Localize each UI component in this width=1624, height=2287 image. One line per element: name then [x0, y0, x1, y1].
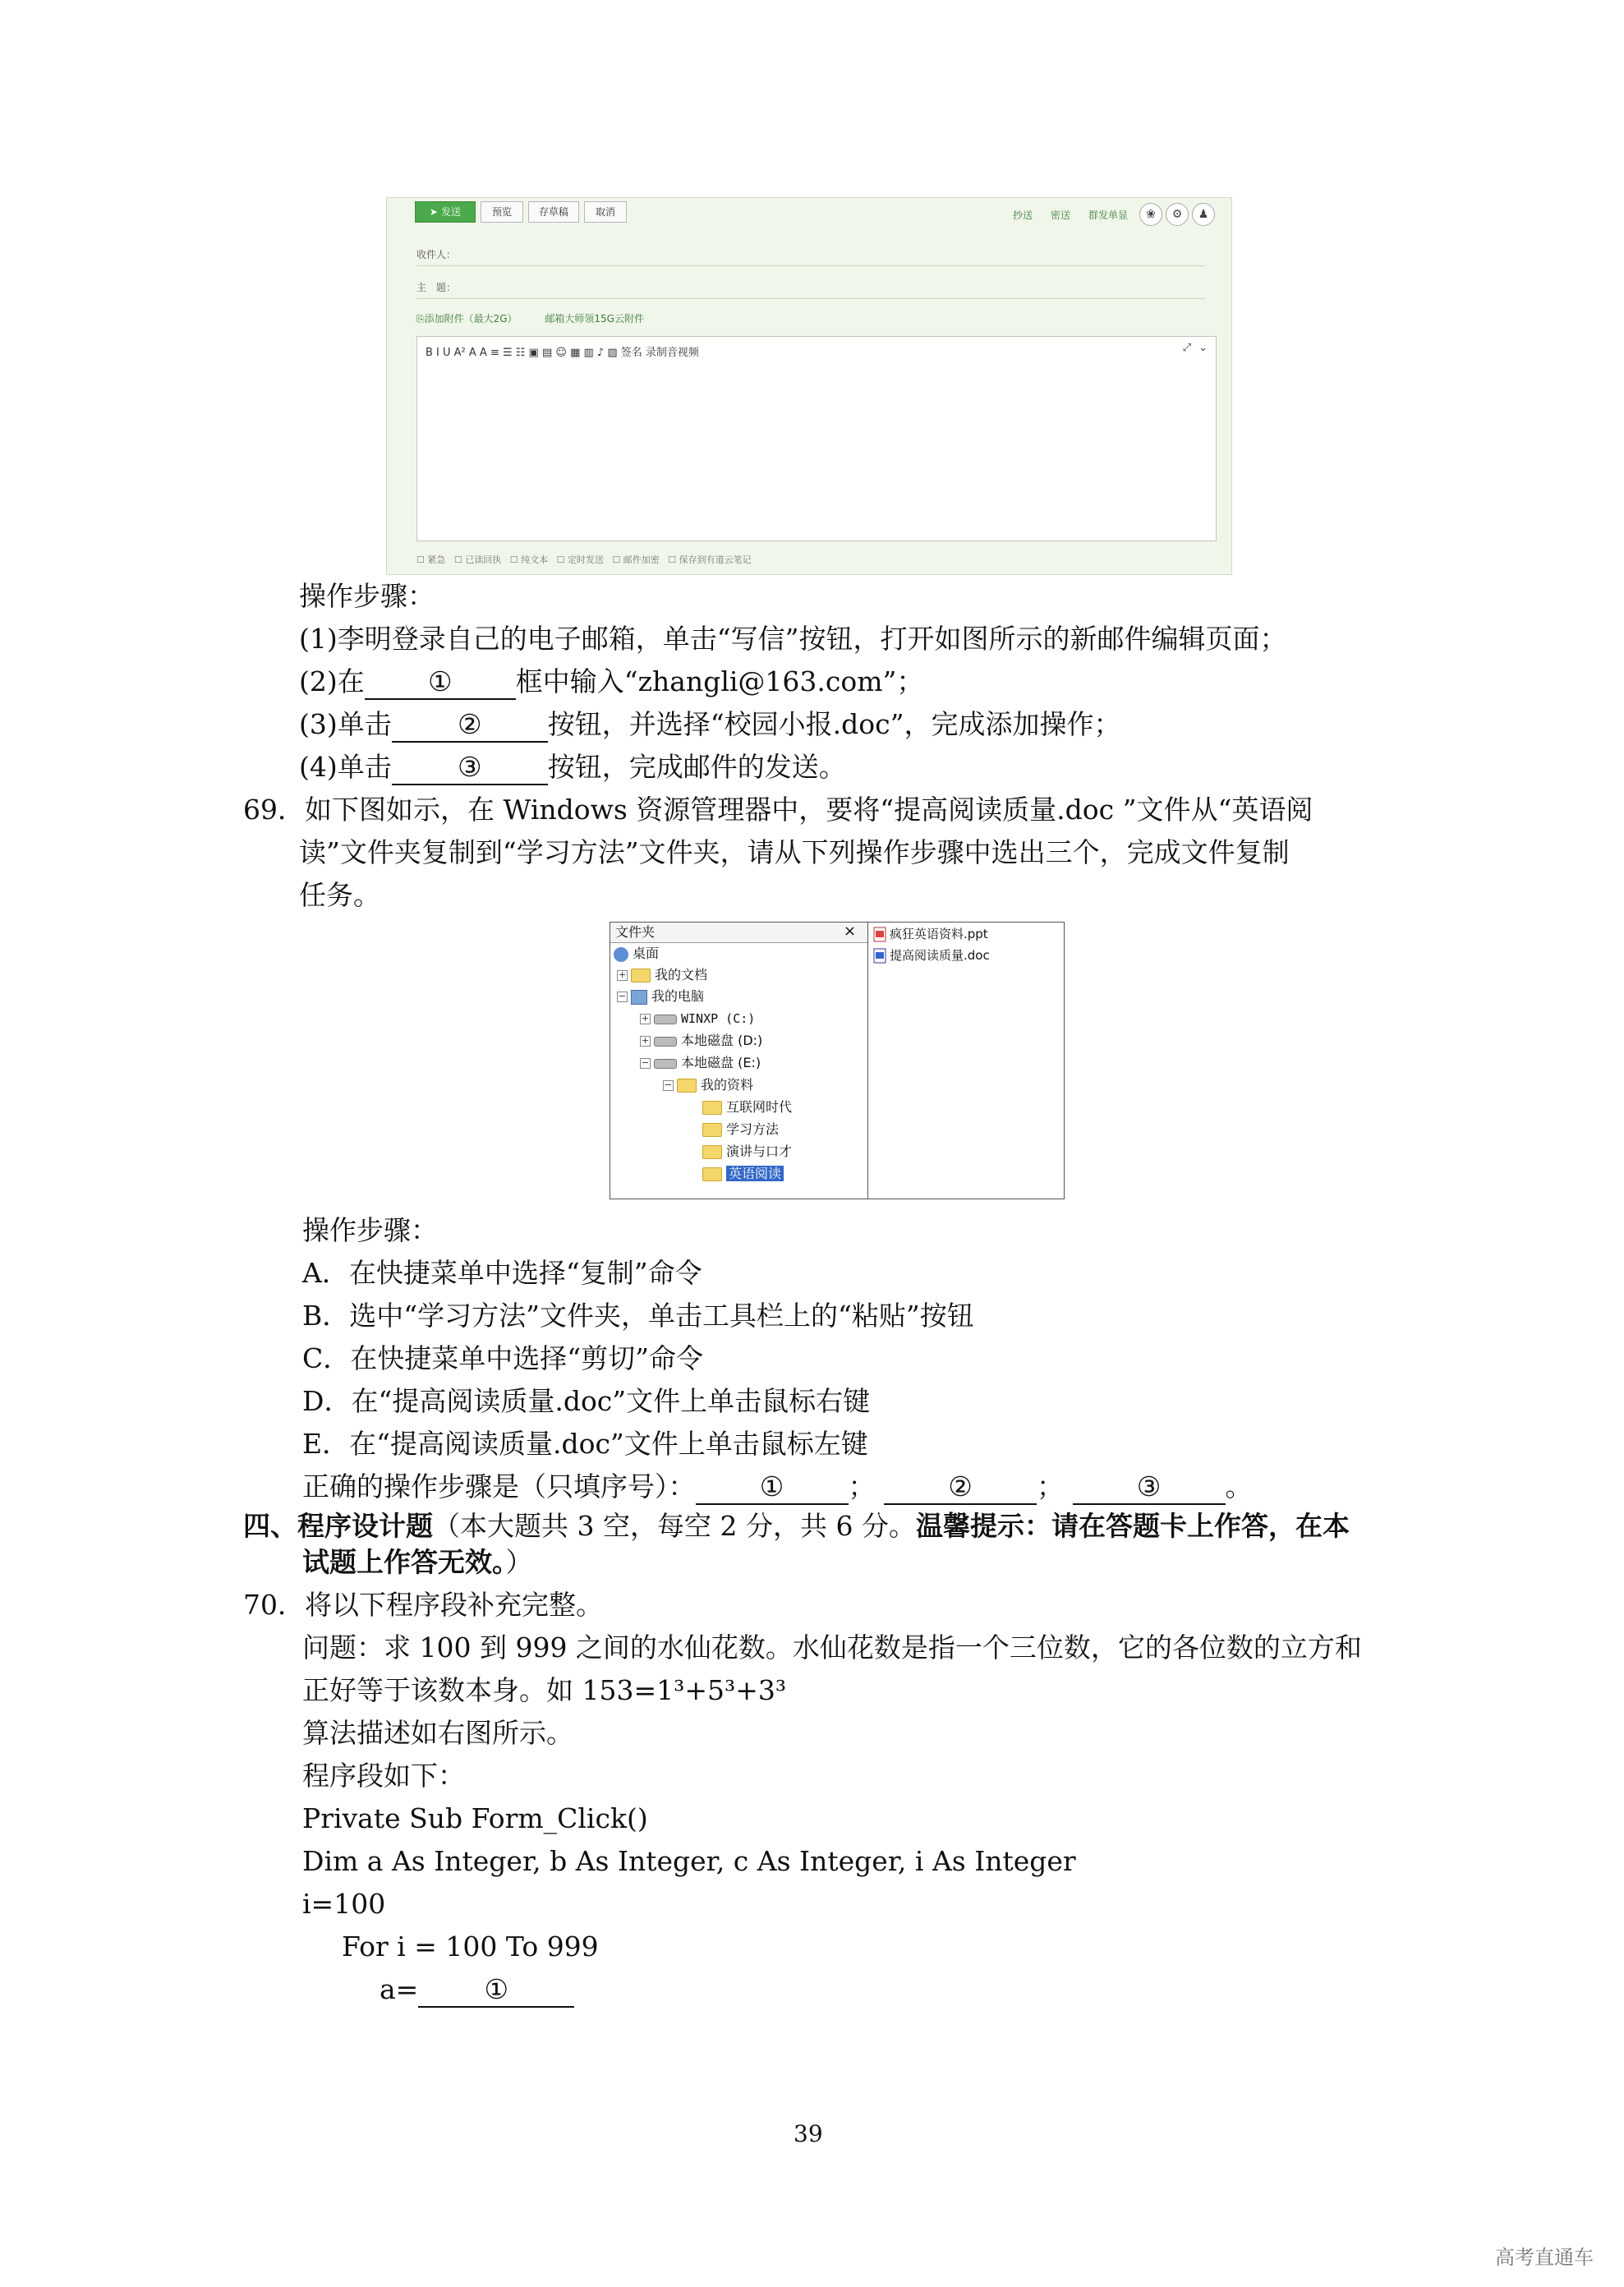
- q69-steps-heading: 操作步骤：: [302, 1214, 438, 1246]
- section4-title: 四、程序设计题（本大题共 3 空，每空 2 分，共 6 分。温馨提示：请在答题卡上作答，在本: [243, 1510, 1350, 1542]
- drive-icon: [654, 1037, 677, 1047]
- gear-icon[interactable]: ⚙: [1166, 203, 1189, 226]
- send-button[interactable]: ➤ 发送: [415, 201, 476, 223]
- subject-field[interactable]: [416, 298, 1205, 299]
- option-scheduled[interactable]: ☐ 定时发送: [556, 554, 604, 565]
- code-line-2: Dim a As Integer, b As Integer, c As Integer, i As Integer: [302, 1845, 1076, 1877]
- add-attachment-link[interactable]: ⎘添加附件（最大2G） 邮箱大师领15G云附件: [416, 313, 644, 324]
- file-doc[interactable]: 提高阅读质量.doc: [873, 947, 990, 964]
- option-encrypt[interactable]: ☐ 邮件加密: [612, 554, 660, 565]
- folder-icon: [702, 1145, 722, 1159]
- code-line-3: i=100: [302, 1888, 386, 1920]
- drive-icon: [654, 1059, 677, 1069]
- expand-icon[interactable]: +: [618, 969, 627, 980]
- q69-blank-2: ②: [884, 1470, 1037, 1505]
- section4-title-line2: 试题上作答无效。）: [302, 1546, 533, 1578]
- q69-option-c: C．在快捷菜单中选择“剪切”命令: [302, 1342, 703, 1374]
- watermark: 高考直通车: [1495, 2246, 1594, 2269]
- cc-link[interactable]: 抄送: [1013, 209, 1033, 221]
- folder-tree-pane: [610, 923, 868, 1199]
- tree-speech[interactable]: 演讲与口才: [702, 1144, 792, 1160]
- q69-blank-3: ③: [1073, 1470, 1226, 1505]
- tree-drive-c[interactable]: + WINXP (C:): [641, 1011, 756, 1026]
- collapse-icon[interactable]: −: [664, 1079, 673, 1090]
- q70-blank-1: ①: [418, 1973, 574, 2008]
- chevron-down-icon[interactable]: ⌄: [1198, 342, 1208, 354]
- paperclip-icon: ⎘: [416, 313, 425, 324]
- tree-my-data[interactable]: − 我的资料: [664, 1077, 754, 1093]
- q70-code-intro: 程序段如下：: [302, 1760, 465, 1792]
- expand-icon[interactable]: +: [641, 1013, 650, 1024]
- option-plain-text[interactable]: ☐ 纯文本: [509, 554, 549, 565]
- drive-icon: [654, 1015, 677, 1024]
- option-read-receipt[interactable]: ☐ 已读回执: [453, 554, 502, 565]
- q69-option-d: D．在“提高阅读质量.doc”文件上单击鼠标右键: [302, 1385, 871, 1417]
- option-save-note[interactable]: ☐ 保存到有道云笔记: [668, 554, 752, 565]
- q69-text-line3: 任务。: [299, 879, 380, 911]
- doc-file-icon: [873, 948, 886, 964]
- send-icon: ➤: [430, 206, 439, 218]
- computer-icon: [631, 990, 647, 1005]
- q70-problem-line2: 正好等于该数本身。如 153=1³+5³+3³: [302, 1674, 787, 1706]
- answer-blank-2: ②: [392, 708, 548, 743]
- q69-answer-line: 正确的操作步骤是（只填序号）： ① ； ② ； ③ 。: [302, 1469, 1253, 1505]
- q69-text-line1: 69．如下图如示，在 Windows 资源管理器中，要将“提高阅读质量.doc ”文件从“英语阅: [243, 794, 1313, 826]
- tree-desktop[interactable]: 桌面: [614, 946, 659, 962]
- save-draft-button[interactable]: 存草稿: [528, 201, 579, 223]
- code-line-4: For i = 100 To 999: [342, 1930, 599, 1963]
- tree-internet-era[interactable]: 互联网时代: [702, 1099, 792, 1116]
- cloud-attachment-link[interactable]: 邮箱大师领15G云附件: [545, 313, 644, 324]
- ppt-file-icon: [873, 927, 886, 942]
- tree-my-computer[interactable]: − 我的电脑: [618, 988, 705, 1004]
- bcc-link[interactable]: 密送: [1051, 209, 1071, 221]
- cancel-button[interactable]: 取消: [584, 201, 627, 223]
- option-urgent[interactable]: ☐ 紧急: [416, 554, 446, 565]
- tree-drive-d[interactable]: + 本地磁盘 (D:): [641, 1033, 763, 1048]
- close-icon[interactable]: ×: [844, 923, 857, 940]
- folder-icon: [702, 1101, 722, 1115]
- email-compose-screenshot: [386, 197, 1232, 575]
- answer-blank-1: ①: [365, 665, 516, 700]
- expand-icon[interactable]: ⤢: [1182, 342, 1191, 354]
- message-editor[interactable]: [416, 336, 1217, 541]
- q68-step1: (1)李明登录自己的电子邮箱，单击“写信”按钮，打开如图所示的新邮件编辑页面；: [299, 623, 1287, 655]
- tree-study-methods[interactable]: 学习方法: [702, 1121, 779, 1138]
- q69-option-e: E．在“提高阅读质量.doc”文件上单击鼠标左键: [302, 1428, 868, 1460]
- preview-button[interactable]: 预览: [481, 201, 523, 223]
- desktop-icon: [614, 947, 628, 962]
- folder-pane-header: [610, 923, 867, 943]
- folder-icon: [702, 1123, 722, 1137]
- expand-icon[interactable]: +: [641, 1035, 650, 1046]
- tree-english-reading[interactable]: 英语阅读: [702, 1166, 784, 1182]
- q69-text-line2: 读”文件夹复制到“学习方法”文件夹，请从下列操作步骤中选出三个，完成文件复制: [299, 836, 1290, 868]
- code-line-5: a= ①: [380, 1972, 574, 2008]
- answer-blank-3: ③: [392, 751, 548, 785]
- q69-blank-1: ①: [696, 1470, 849, 1505]
- editor-toolbar[interactable]: B I U A² A A ≡ ☰ ☷ ▣ ▤ ☺ ▦ ▥ ♪ ▨ 签名 录制音视频: [426, 347, 699, 359]
- recipient-field[interactable]: [416, 265, 1205, 266]
- send-options: [416, 553, 752, 566]
- folder-icon: [631, 969, 651, 982]
- separate-send-link[interactable]: 群发单显: [1088, 209, 1129, 221]
- file-ppt[interactable]: 疯狂英语资料.ppt: [873, 926, 988, 942]
- folder-icon: [677, 1079, 697, 1093]
- folder-pane-title: 文件夹: [615, 924, 656, 940]
- q68-steps-heading: 操作步骤：: [299, 580, 435, 612]
- recipient-label: 收件人：: [416, 249, 457, 260]
- explorer-screenshot: [610, 922, 1065, 1199]
- code-line-1: Private Sub Form_Click(): [302, 1802, 648, 1834]
- tree-my-documents[interactable]: + 我的文档: [618, 967, 708, 982]
- q68-step4: (4)单击 ③ 按钮，完成邮件的发送。: [299, 749, 846, 785]
- collapse-icon[interactable]: −: [618, 991, 627, 1001]
- q70-title: 70．将以下程序段补充完整。: [243, 1589, 603, 1621]
- app-icon[interactable]: ❀: [1139, 203, 1162, 226]
- page-number: 39: [794, 2120, 823, 2147]
- folder-open-icon: [702, 1167, 722, 1181]
- q70-problem-line1: 问题：求 100 到 999 之间的水仙花数。水仙花数是指一个三位数，它的各位数的立方和: [302, 1631, 1362, 1663]
- q70-algorithm-note: 算法描述如右图所示。: [302, 1717, 573, 1749]
- tree-drive-e[interactable]: − 本地磁盘 (E:): [641, 1055, 761, 1070]
- q68-step3: (3)单击 ② 按钮，并选择“校园小报.doc”，完成添加操作；: [299, 706, 1120, 743]
- q69-option-b: B．选中“学习方法”文件夹，单击工具栏上的“粘贴”按钮: [302, 1300, 974, 1332]
- contact-icon[interactable]: ♟: [1192, 203, 1215, 226]
- subject-label: 主 题：: [416, 282, 457, 293]
- q69-option-a: A．在快捷菜单中选择“复制”命令: [302, 1257, 702, 1289]
- q68-step2: (2)在 ① 框中输入“zhangli@163.com”；: [299, 664, 923, 700]
- collapse-icon[interactable]: −: [641, 1057, 650, 1068]
